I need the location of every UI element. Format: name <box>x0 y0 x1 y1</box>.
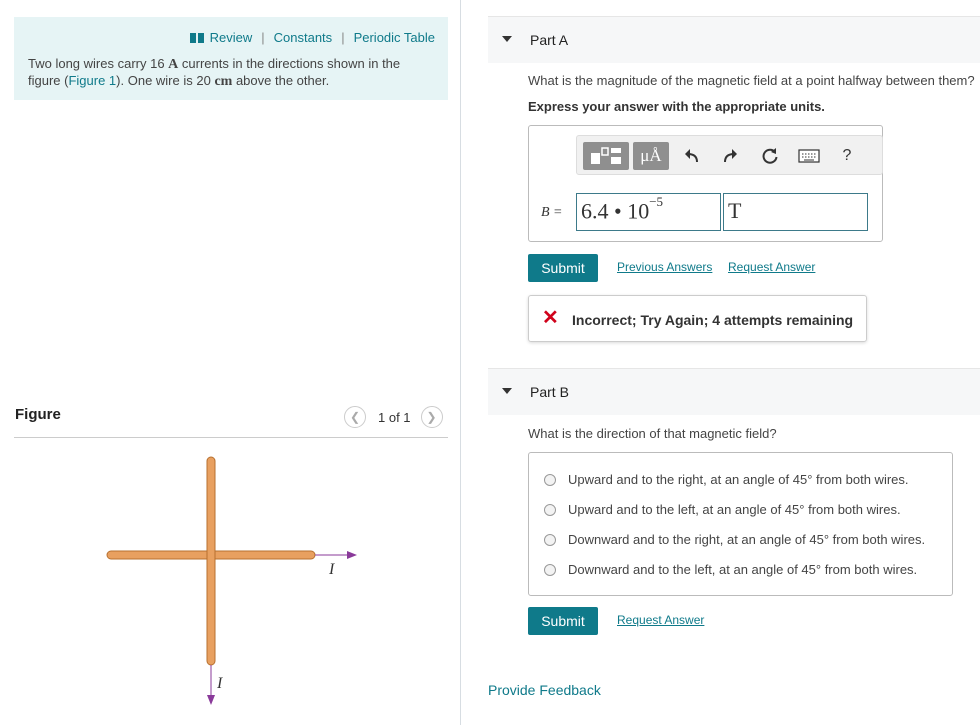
close-x-icon: ✕ <box>542 307 559 329</box>
previous-answers-link[interactable]: Previous Answers <box>617 260 713 274</box>
radio-button[interactable] <box>544 564 556 576</box>
part-b-question: What is the direction of that magnetic field? <box>528 426 777 441</box>
arrowhead-right-icon <box>347 551 357 559</box>
problem-info-box <box>14 17 448 100</box>
option-up-right[interactable] <box>544 472 909 487</box>
previous-figure-button[interactable] <box>344 406 366 428</box>
part-b-submit-button[interactable]: Submit <box>528 607 598 635</box>
unit-centimeter: cm <box>214 74 233 89</box>
constants-link[interactable]: Constants <box>273 30 333 45</box>
keyboard-icon[interactable] <box>796 144 822 168</box>
option-label: Upward and to the left, at an angle of 45° from both wires. <box>568 502 901 517</box>
next-figure-button[interactable] <box>421 406 443 428</box>
help-button[interactable]: ? <box>842 147 852 164</box>
math-toolbar <box>576 135 883 175</box>
radio-button[interactable] <box>544 504 556 516</box>
arrowhead-down-icon <box>207 695 215 705</box>
value-input[interactable] <box>576 193 721 231</box>
chevron-left-icon: ❮ <box>349 410 361 424</box>
problem-text: above the other. <box>232 73 330 88</box>
part-b-header[interactable] <box>488 368 980 415</box>
part-a-header[interactable] <box>488 16 980 63</box>
vertical-wire <box>207 457 215 665</box>
direction-options <box>528 452 953 596</box>
option-label: Downward and to the left, at an angle of 45° from both wires. <box>568 562 918 577</box>
panel-divider <box>460 0 461 725</box>
problem-text: Two long wires carry 16 <box>28 56 169 71</box>
book-icon <box>190 33 204 43</box>
unit-ampere: A <box>168 57 179 72</box>
unit-input[interactable]: T <box>723 193 868 231</box>
periodic-table-link[interactable]: Periodic Table <box>353 30 435 45</box>
radio-button[interactable] <box>544 474 556 486</box>
problem-text: currents in the directions shown in the figure ( <box>28 56 401 88</box>
reset-icon[interactable] <box>758 144 782 168</box>
redo-icon[interactable] <box>718 144 742 168</box>
figure-divider <box>14 437 448 438</box>
templates-icon <box>589 146 623 166</box>
part-a-instruction: Express your answer with the appropriate units. <box>528 99 825 114</box>
templates-button[interactable] <box>583 142 629 170</box>
value-mantissa: 6.4 • 10 <box>581 198 650 224</box>
value-exponent: −5 <box>649 194 664 209</box>
link-separator: | <box>261 30 265 45</box>
problem-text: ). One wire is 20 <box>116 73 215 88</box>
incorrect-feedback <box>528 295 867 342</box>
answer-box <box>528 125 883 242</box>
option-up-left[interactable] <box>544 502 901 517</box>
wires-figure <box>14 440 434 720</box>
part-a-submit-button[interactable]: Submit <box>528 254 598 282</box>
figure-page-count: 1 of 1 <box>378 409 411 425</box>
part-a-label: Part A <box>530 32 569 48</box>
resource-links <box>190 30 435 45</box>
review-link[interactable]: Review <box>209 30 253 45</box>
collapse-triangle-icon <box>502 36 512 42</box>
option-label: Downward and to the right, at an angle of 45° from both wires. <box>568 532 926 547</box>
units-button[interactable]: μÅ <box>633 142 669 170</box>
figure-pager <box>344 406 443 428</box>
problem-statement <box>28 56 428 90</box>
current-label-horizontal: I <box>329 561 335 578</box>
undo-icon[interactable] <box>680 144 704 168</box>
part-b-label: Part B <box>530 384 569 400</box>
radio-button[interactable] <box>544 534 556 546</box>
chevron-right-icon: ❯ <box>426 410 437 424</box>
option-label: Upward and to the right, at an angle of 45° from both wires. <box>568 472 909 487</box>
option-down-right[interactable] <box>544 532 925 547</box>
figure-link[interactable]: Figure 1 <box>68 73 117 88</box>
figure-title: Figure <box>15 406 61 423</box>
feedback-message: Incorrect; Try Again; 4 attempts remaining <box>572 312 854 328</box>
part-b-request-answer-link[interactable]: Request Answer <box>617 613 705 627</box>
current-label-vertical: I <box>217 675 223 692</box>
collapse-triangle-icon <box>502 388 512 394</box>
part-a-question: What is the magnitude of the magnetic field at a point halfway between them? <box>528 73 975 88</box>
link-separator: | <box>341 30 345 45</box>
option-down-left[interactable] <box>544 562 917 577</box>
provide-feedback-link[interactable]: Provide Feedback <box>488 682 601 698</box>
part-a-request-answer-link[interactable]: Request Answer <box>728 260 816 274</box>
answer-variable-label: B = <box>541 205 563 220</box>
